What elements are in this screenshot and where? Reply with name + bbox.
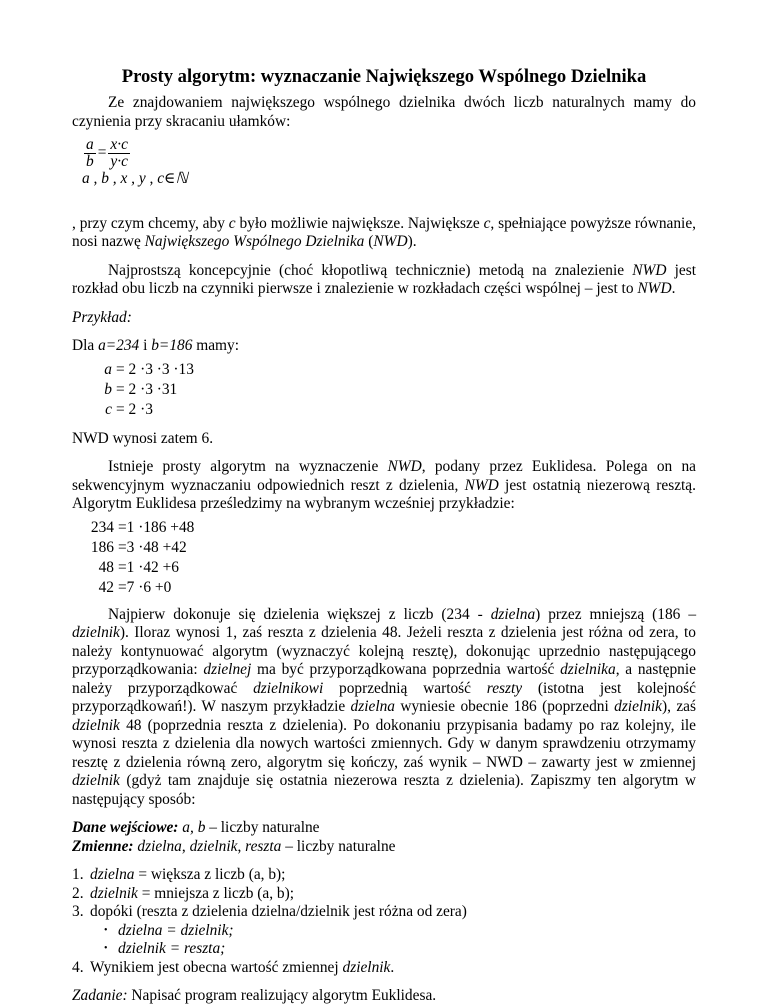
step-text [90,959,394,978]
euclid-step-rhs: =3 ·48 +42 [118,538,187,556]
factorization-block [72,360,696,420]
euclid-steps-block [72,518,696,598]
task-text: Napisać program realizujący algorytm Euklidesa. [127,987,437,1004]
text: ) przez mniejszą (186 – [535,605,697,623]
paragraph-explanation [72,606,696,810]
fraction-denominator: b [86,153,94,170]
term-nwd: NWD [464,476,499,494]
inputs-line [72,819,696,838]
task-label: Zadanie: [72,987,128,1004]
equals-sign: = [97,144,107,162]
text: ). Iloraz wynosi 1, zaś reszta z dzielenia 48. Jeżeli reszta z dzielenia jest różna od zera, to należy kontynuować algorytm (wyznaczyć kolejną resztę), dokonując uprzednio następującego przyporządkowania: [72,624,696,678]
list-subitem [72,922,696,941]
example-label-text: Przykład: [72,308,132,326]
intro-paragraph: Ze znajdowaniem największego wspólnego dzielnika dwóch liczb naturalnych mamy do czynienia przy skracaniu ułamków: [72,94,696,130]
text: 48 (poprzednia reszta z dzielenia). Po dokonaniu przypisania badamy po raz kolejny, ile wynosi reszta z dzielenia dla nowych wartości zmiennych. Gdy w danym sprawdzeniu otrzymamy resztę z dzielenia równą zero, algorytm się kończy, zaś wynik – NWD – zawarty jest w zmiennej [72,716,696,771]
factorization-row [72,380,696,400]
term-nwd: NWD [387,458,422,475]
paragraph-definition [72,215,696,252]
factorization-row [72,400,696,420]
separator: , [181,837,190,855]
value-a: a=234 [98,337,140,354]
term-name: Największego Wspólnego Dzielnika [144,233,365,250]
inputs-vars: a, b [182,819,206,836]
step-number: 3. [72,903,84,920]
text: ). [407,233,417,250]
euclid-step-lhs: 234 [90,518,114,536]
euclid-step-lhs: 48 [98,558,114,576]
text: (istotna jest kolejność przyporządkowań!). W naszym przykładzie [72,679,696,715]
term: dzielna [490,605,536,623]
text: jest ostatnią niezerową resztą. Algorytm Euklidesa prześledzimy na wybranym wcześniej przykładzie: [72,476,696,512]
variable: dzielnik [342,958,391,976]
text: ma być przyporządkowana poprzednia wartość [251,661,561,678]
factorization-lhs: a [104,360,112,378]
text: Istnieje prosty algorytm na wyznaczenie [108,458,388,475]
factorization-rhs: = 2 ·3 ·31 [116,380,178,398]
subitem-text: dzielna = dzielnik; [118,921,234,939]
text: , podany przez Euklidesa. Polega on na sekwencyjnym wyznaczaniu odpowiednich reszt z dzielenia, [72,458,696,494]
text: . [671,280,676,297]
euclid-step-row [72,558,696,578]
factorization-lhs: b [104,380,112,398]
variable-domain: a , b , x , y , c∈ℕ [82,170,188,187]
text: jest rozkład obu liczb na czynniki pierwsze i znalezienie w rozkładach części wspólnej – jest to [72,261,696,297]
var-c: c [228,214,236,232]
euclid-step-row [72,518,696,538]
euclid-step-rhs: =1 ·186 +48 [118,518,195,536]
text: , przy czym chcemy, aby [72,214,229,232]
term: reszty [486,679,523,697]
term-nwd: NWD [637,280,672,297]
algorithm-steps [72,866,696,977]
text: Dla [72,337,99,354]
separator: , [237,837,246,855]
example-intro [72,337,696,356]
list-subitem [72,940,696,959]
euclid-step-rhs: =7 ·6 +0 [118,578,172,596]
text: ( [364,233,374,250]
term: dzielnej [203,661,252,678]
paragraph-euclid-intro [72,458,696,514]
bullet-icon: • [104,924,108,936]
text: = mniejsza z liczb (a, b); [137,884,294,902]
step-number: 4. [72,958,84,976]
inputs-desc: – liczby naturalne [205,819,320,836]
list-item [72,866,696,885]
paragraph-prime-factorization [72,262,696,299]
variable: dzielna [90,866,135,883]
step-number: 1. [72,866,84,883]
term: dzielnikowi [253,679,324,697]
subitem-text: dzielnik = reszta; [118,940,226,957]
value-b: b=186 [151,337,193,354]
list-item [72,959,696,978]
text: wyniesie obecnie 186 (poprzedni [395,698,615,715]
variables-desc: – liczby naturalne [281,837,396,855]
term-abbr: NWD [373,233,408,250]
term: dzielnik [72,716,120,734]
fraction-numerator: x·c [110,136,128,153]
term: dzielnik [72,772,120,789]
fraction-xc-over-yc [108,137,130,170]
step-text [90,866,285,885]
factorization-rhs: = 2 ·3 ·3 ·13 [116,360,194,378]
fraction-numerator: a [86,136,94,153]
bullet-icon: • [104,943,108,954]
text: poprzednią wartość [323,679,487,697]
text: ), zaś [662,698,696,715]
list-item [72,903,696,922]
page-title: Prosty algorytm: wyznaczanie Największego Wspólnego Dzielnika [121,66,647,87]
factorization-lhs: c [105,400,112,418]
term: dzielnika [560,661,616,678]
text: , spełniające powyższe równanie, nosi nazwę [72,214,696,250]
var-c: c [483,214,491,232]
step-number: 2. [72,884,84,902]
variables-label: Zmienne: [72,837,134,855]
term: dzielnik [614,698,662,715]
text: było możliwie największe. Największe [235,214,484,232]
term-nwd: NWD [632,261,667,279]
text: = większa z liczb (a, b); [134,866,286,883]
text: , a następnie należy przyporządkować [72,661,696,697]
text: . [390,958,395,976]
euclid-step-lhs: 186 [90,538,114,556]
text: Najprostszą koncepcyjnie (choć kłopotliwą technicznie) metodą na znalezienie [108,261,633,279]
text: (gdyż tam znajduje się ostatnia niezerowa reszta z dzielenia). Zapiszmy ten algorytm w następujący sposób: [72,772,696,808]
fraction-denominator: y·c [110,153,128,170]
variable: reszta [245,837,282,855]
euclid-step-row [72,578,696,598]
variable: dzielna [137,837,182,855]
fraction-equation [84,137,696,170]
variable: dzielnik [189,837,238,855]
variables-line [72,838,696,857]
task-line [72,987,696,1006]
factorization-rhs: = 2 ·3 [116,400,153,418]
factorization-row [72,360,696,380]
nwd-result: NWD wynosi zatem 6. [72,429,214,447]
list-item [72,885,696,904]
variable: dzielnik [90,884,138,902]
text: Wynikiem jest obecna wartość zmiennej [90,958,343,976]
fraction-a-over-b [84,137,96,170]
term: dzielna [350,698,396,715]
step-text [90,885,294,904]
term: dzielnik [72,624,120,641]
text: mamy: [192,337,239,354]
inputs-label: Dane wejściowe: [72,819,179,836]
example-label [72,309,696,328]
step-text: dopóki (reszta z dzielenia dzielna/dzielnik jest różna od zera) [90,903,467,920]
euclid-step-lhs: 42 [98,578,114,596]
text: i [139,337,152,354]
euclid-step-rhs: =1 ·42 +6 [118,558,179,576]
text: Najpierw dokonuje się dzielenia większej z liczb (234 - [108,605,491,623]
euclid-step-row [72,538,696,558]
